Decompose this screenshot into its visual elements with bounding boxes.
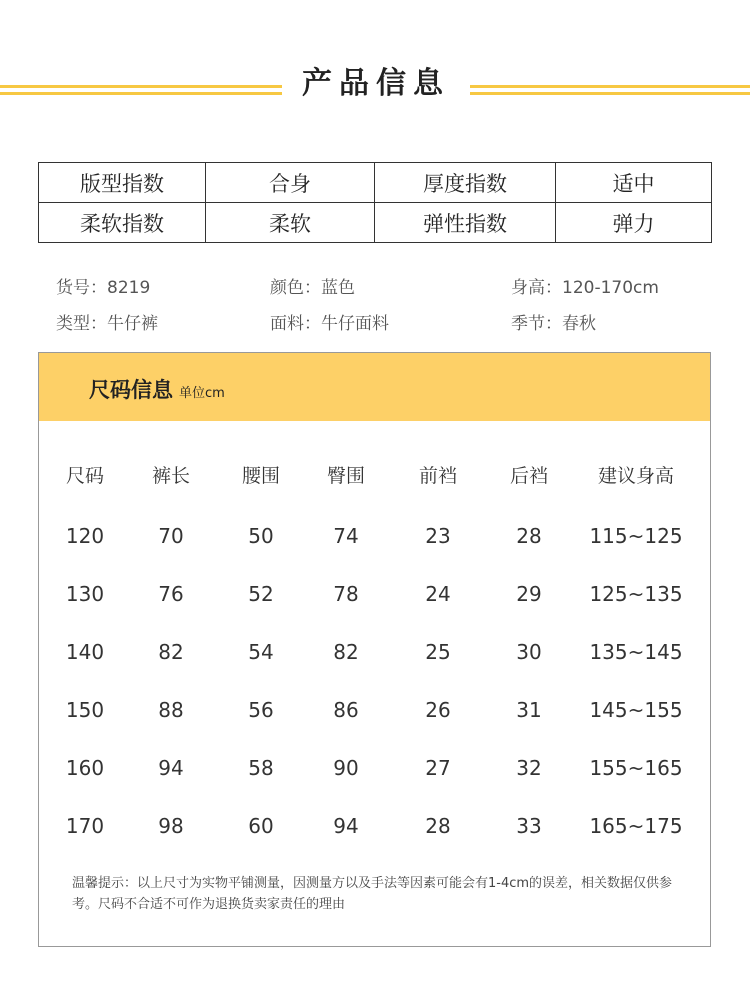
table-cell-waist: 56 — [248, 698, 274, 722]
table-cell-size: 150 — [65, 698, 105, 722]
table-cell-height: 145~155 — [589, 698, 683, 722]
info-label: 货号： — [56, 278, 107, 298]
attribute-value: 弹力 — [556, 203, 712, 243]
column-header-length: 裤长 — [151, 465, 191, 487]
info-value: 牛仔面料 — [321, 314, 389, 334]
info-label: 面料： — [270, 314, 321, 334]
page-title: 产品信息 — [302, 66, 450, 101]
info-label: 季节： — [511, 314, 562, 334]
size-chart-panel — [38, 352, 711, 947]
table-cell-waist: 50 — [248, 524, 274, 548]
attribute-row — [39, 163, 712, 203]
table-cell-hip: 82 — [333, 640, 359, 664]
column-header-front-rise: 前裆 — [418, 465, 458, 487]
info-item-type — [56, 309, 158, 334]
table-row — [39, 637, 710, 667]
attribute-value: 柔软 — [206, 203, 375, 243]
header-left-line — [0, 92, 282, 95]
table-cell-length: 76 — [158, 582, 184, 606]
table-row — [39, 695, 710, 725]
info-label: 颜色： — [270, 278, 321, 298]
table-cell-waist: 52 — [248, 582, 274, 606]
attribute-label: 弹性指数 — [375, 203, 556, 243]
table-cell-length: 70 — [158, 524, 184, 548]
column-header-hip: 臀围 — [326, 465, 366, 487]
attribute-value: 合身 — [206, 163, 375, 203]
header-right-line — [470, 85, 750, 88]
column-header-height: 建议身高 — [597, 465, 675, 487]
table-cell-back-rise: 28 — [516, 524, 542, 548]
attribute-table — [38, 162, 712, 243]
info-value: 120-170cm — [562, 278, 659, 298]
table-cell-height: 155~165 — [589, 756, 683, 780]
table-cell-size: 140 — [65, 640, 105, 664]
attribute-value: 适中 — [556, 163, 712, 203]
header-right-line — [470, 92, 750, 95]
info-value: 牛仔裤 — [107, 314, 158, 334]
size-chart-title — [89, 374, 225, 404]
attribute-row — [39, 203, 712, 243]
table-cell-back-rise: 32 — [516, 756, 542, 780]
info-value: 春秋 — [562, 314, 596, 334]
info-item-color — [270, 273, 355, 298]
table-row — [39, 521, 710, 551]
table-cell-waist: 60 — [248, 814, 274, 838]
table-cell-front-rise: 26 — [425, 698, 451, 722]
table-row — [39, 811, 710, 841]
table-cell-front-rise: 25 — [425, 640, 451, 664]
attribute-label: 厚度指数 — [375, 163, 556, 203]
table-cell-height: 115~125 — [589, 524, 683, 548]
info-label: 类型： — [56, 314, 107, 334]
table-cell-height: 135~145 — [589, 640, 683, 664]
info-label: 身高： — [511, 278, 562, 298]
info-item-fabric — [270, 309, 389, 334]
table-cell-hip: 78 — [333, 582, 359, 606]
table-cell-front-rise: 23 — [425, 524, 451, 548]
info-item-height — [511, 273, 659, 298]
info-value: 8219 — [107, 278, 151, 298]
section-header — [0, 62, 750, 106]
table-cell-front-rise: 24 — [425, 582, 451, 606]
table-cell-size: 130 — [65, 582, 105, 606]
table-cell-height: 165~175 — [589, 814, 683, 838]
table-cell-back-rise: 29 — [516, 582, 542, 606]
table-cell-size: 170 — [65, 814, 105, 838]
table-cell-length: 88 — [158, 698, 184, 722]
column-header-back-rise: 后裆 — [509, 465, 549, 487]
table-cell-height: 125~135 — [589, 582, 683, 606]
table-cell-hip: 90 — [333, 756, 359, 780]
table-cell-size: 160 — [65, 756, 105, 780]
table-cell-back-rise: 30 — [516, 640, 542, 664]
table-cell-back-rise: 33 — [516, 814, 542, 838]
size-chart-header — [39, 353, 710, 421]
table-row — [39, 753, 710, 783]
attribute-label: 版型指数 — [39, 163, 206, 203]
table-row — [39, 579, 710, 609]
size-table-header — [39, 461, 710, 491]
table-cell-front-rise: 27 — [425, 756, 451, 780]
table-cell-length: 98 — [158, 814, 184, 838]
attribute-label: 柔软指数 — [39, 203, 206, 243]
header-left-line — [0, 85, 282, 88]
info-item-season — [511, 309, 596, 334]
table-cell-front-rise: 28 — [425, 814, 451, 838]
table-cell-length: 94 — [158, 756, 184, 780]
table-cell-hip: 94 — [333, 814, 359, 838]
table-cell-hip: 86 — [333, 698, 359, 722]
info-value: 蓝色 — [321, 278, 355, 298]
column-header-size: 尺码 — [65, 465, 105, 487]
column-header-waist: 腰围 — [241, 465, 281, 487]
size-note: 温馨提示：以上尺寸为实物平铺测量，因测量方以及手法等因素可能会有1-4cm的误差，相关数据仅供参考。尺码不合适不可作为退换货卖家责任的理由 — [72, 876, 673, 912]
table-cell-waist: 58 — [248, 756, 274, 780]
table-cell-size: 120 — [65, 524, 105, 548]
size-chart-unit: 单位cm — [179, 386, 225, 401]
table-cell-waist: 54 — [248, 640, 274, 664]
table-cell-length: 82 — [158, 640, 184, 664]
table-cell-hip: 74 — [333, 524, 359, 548]
table-cell-back-rise: 31 — [516, 698, 542, 722]
info-item-sku — [56, 273, 150, 298]
size-chart-title-text: 尺码信息 — [89, 378, 173, 402]
